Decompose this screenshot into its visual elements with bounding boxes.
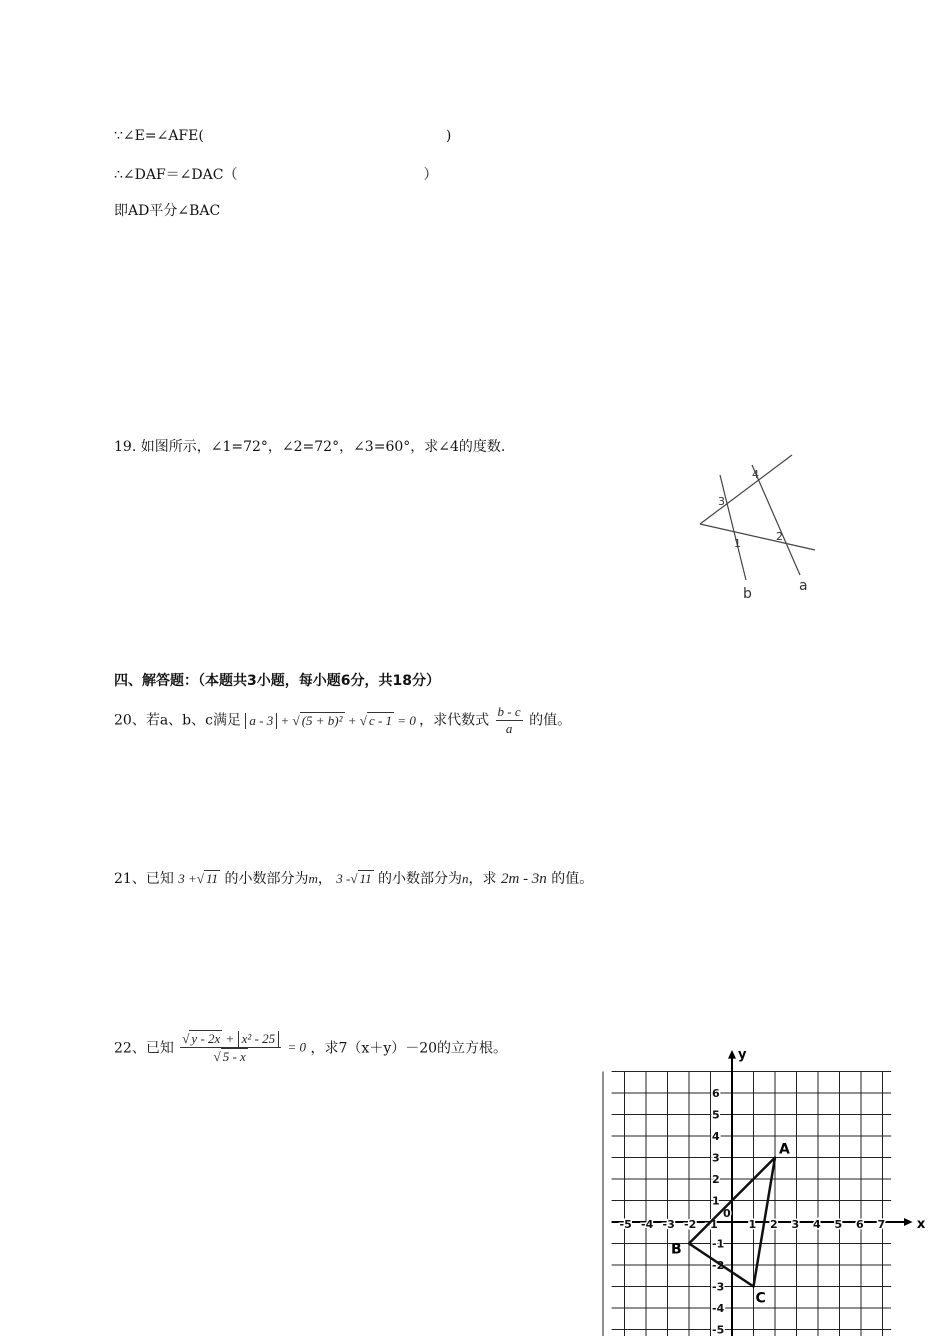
q21-expr-1: 3 +√ 11	[178, 871, 218, 886]
point-label-b: B	[671, 1241, 682, 1258]
y-axis-arrow	[728, 1050, 736, 1059]
line-label-b: b	[743, 586, 752, 602]
q20-frac-den: a	[505, 721, 513, 736]
proof-line-2-text: ∴∠DAF＝∠DAC（	[114, 167, 238, 183]
q21-var-n: n	[462, 871, 469, 886]
angle-label-2: 2	[776, 530, 783, 543]
x-tick-label: -3	[662, 1218, 675, 1231]
q21-line	[114, 868, 593, 888]
q20-suffix: 的值。	[529, 712, 572, 729]
proof-conclusion: 即AD平分∠BAC	[114, 203, 221, 219]
q20-mid: ，求代数式	[419, 712, 490, 729]
q22-line	[114, 1030, 507, 1065]
angle-label-4: 4	[752, 468, 759, 481]
q22-frac-num: √ y - 2x + x² - 25	[180, 1030, 281, 1048]
q22-eq: = 0	[287, 1039, 307, 1055]
x-tick-label: -1	[705, 1218, 718, 1231]
q21-mid-3: ，求	[468, 871, 497, 887]
coordinate-grid-figure	[596, 1036, 926, 1336]
x-tick-label: -4	[641, 1218, 654, 1231]
x-tick-label: 0	[723, 1207, 731, 1220]
q22-prefix: 22、已知	[114, 1040, 174, 1057]
point-label-a: A	[779, 1141, 790, 1158]
y-tick-label: 4	[712, 1130, 720, 1143]
q22-frac-den: √ 5 - x	[213, 1049, 246, 1064]
proof-line-1	[114, 128, 451, 144]
q21-expr-1-a: 3 +	[178, 871, 197, 886]
q21-expr-2: 3 -√ 11	[336, 871, 372, 886]
q21-var-m: m	[308, 871, 318, 886]
q21-expr-2-sqrt: 11	[359, 871, 372, 886]
q21-mid-2: 的小数部分为	[378, 871, 463, 887]
q22-den-sqrt: 5 - x	[222, 1049, 246, 1064]
x-tick-label: -5	[619, 1218, 632, 1231]
q20-line	[114, 704, 571, 737]
point-label-c: C	[755, 1290, 766, 1307]
q22-num-plus: +	[225, 1031, 235, 1046]
proof-line-2	[114, 164, 437, 184]
y-axis-label: y	[738, 1047, 747, 1063]
y-tick-label: 3	[712, 1151, 720, 1165]
x-tick-label: 6	[856, 1218, 864, 1231]
x-tick-label: 2	[770, 1218, 778, 1231]
y-tick-label: 5	[712, 1108, 720, 1122]
q21-suffix: 的值。	[551, 871, 594, 887]
q20-plus-2: +	[347, 712, 357, 728]
angle-label-1: 1	[734, 537, 741, 550]
x-tick-label: -2	[684, 1218, 697, 1231]
transversal-2	[700, 524, 815, 550]
q22-fraction	[180, 1030, 281, 1065]
section-4-heading: 四、解答题：（本题共3小题，每小题6分，共18分）	[114, 673, 440, 689]
x-axis-label: x	[916, 1217, 926, 1232]
q20-formula: a - 3 + √ (5 + b)² + √ c - 1 = 0	[245, 713, 419, 728]
q22-num-abs: x² - 25	[238, 1031, 280, 1047]
q20-sqrt-2: c - 1	[368, 712, 393, 728]
y-tick-label: 6	[712, 1087, 720, 1100]
line-label-a: a	[799, 578, 808, 594]
y-tick-label: 2	[712, 1173, 720, 1186]
q19-figure	[680, 440, 830, 610]
y-tick-label: -5	[712, 1323, 725, 1336]
x-tick-label: 5	[834, 1218, 843, 1231]
q21-target: 2m - 3n	[500, 871, 547, 887]
q20-prefix: 20、若a、b、c满足	[114, 712, 241, 729]
q21-expr-2-a: 3 -	[336, 871, 351, 886]
q19-text: 19. 如图所示，∠1=72°，∠2=72°，∠3=60°，求∠4的度数.	[114, 439, 506, 455]
proof-line-1-close: )	[445, 128, 452, 144]
line-a	[752, 465, 800, 575]
q21-prefix: 21、已知	[114, 871, 174, 887]
q20-abs: a - 3	[245, 713, 277, 729]
proof-line-2-close: ）	[423, 167, 438, 183]
q21-comma: ，	[317, 871, 332, 887]
y-tick-label: -1	[712, 1237, 725, 1251]
q22-num-sqrt: y - 2x	[191, 1031, 221, 1046]
line-b	[720, 475, 746, 580]
x-tick-label: 4	[813, 1218, 821, 1231]
q20-fraction	[496, 704, 523, 737]
y-tick-label: -4	[712, 1302, 725, 1315]
y-tick-label: 1	[712, 1194, 720, 1208]
q20-plus-1: +	[280, 712, 290, 728]
q21-expr-1-sqrt: 11	[205, 871, 218, 886]
transversal-1	[700, 455, 792, 524]
x-tick-label: 1	[748, 1218, 757, 1231]
x-tick-label: 3	[791, 1218, 800, 1231]
y-tick-label: -2	[712, 1259, 725, 1272]
angle-label-3: 3	[718, 495, 725, 508]
q20-frac-num: b - c	[497, 704, 521, 719]
x-tick-label: 7	[877, 1218, 886, 1231]
y-tick-label: -3	[712, 1280, 725, 1294]
x-axis-arrow	[904, 1218, 913, 1226]
proof-line-1-text: ∵∠E=∠AFE(	[114, 128, 204, 144]
q20-eq: = 0	[397, 712, 416, 728]
q22-suffix: ，求7（x＋y）－20的立方根。	[310, 1040, 508, 1057]
q20-sqrt-1: (5 + b)²	[301, 712, 343, 728]
q21-mid-1: 的小数部分为	[224, 871, 309, 887]
